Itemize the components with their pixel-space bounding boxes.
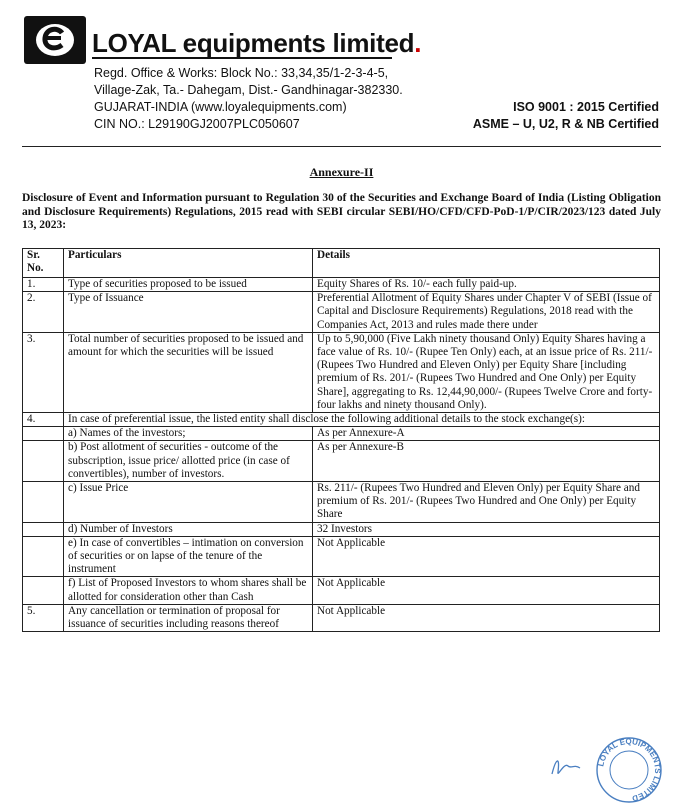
- row-particulars: f) List of Proposed Investors to whom shares shall be allotted for consideration other than Cash: [64, 577, 313, 604]
- row-particulars: Any cancellation or termination of proposal for issuance of securities including reasons thereof: [64, 604, 313, 631]
- address-line-1: Regd. Office & Works: Block No.: 33,34,35/1-2-3-4-5,: [94, 66, 389, 80]
- row-details: Up to 5,90,000 (Five Lakh ninety thousand Only) Equity Shares having a face value of Rs. 10/- (Rupee Ten Only) each, at an issue price of Rs. 211/- (Rupees Two Hundred and Eleven Only) per Equity Share [including premium of Rs. 201/- (Rupees Two Hundred and One Only) per Equity Share], aggregating to Rs. 12,44,90,000/- (Rupees Twelve Crore and forty-four lakhs and ninety thousand Only).: [313, 332, 660, 412]
- company-name-underline: [92, 57, 392, 59]
- row-sr: 4.: [23, 413, 64, 427]
- asme-certification: ASME – U, U2, R & NB Certified: [472, 117, 659, 131]
- row-details: As per Annexure-B: [313, 441, 660, 482]
- table-row: [23, 536, 660, 577]
- row-sr: 1.: [23, 278, 64, 292]
- header-sr-no: Sr. No.: [23, 249, 64, 278]
- disclosure-heading: Disclosure of Event and Information pursuant to Regulation 30 of the Securities and Exchange Board of India (Listing Obligation and Disclosure Requirements) Regulations, 2015 read with SEBI circular SEBI/HO/CFD/CFD-PoD-1/P/CIR/2023/123 dated July 13, 2023:: [22, 192, 661, 231]
- row-details: Not Applicable: [313, 536, 660, 577]
- disclosure-table: [22, 248, 660, 632]
- table-row: [23, 413, 660, 427]
- address-line-3: GUJARAT-INDIA (www.loyalequipments.com): [94, 100, 347, 114]
- table-row: [23, 441, 660, 482]
- address-line-2: Village-Zak, Ta.- Dahegam, Dist.- Gandhinagar-382330.: [94, 83, 403, 97]
- table-row: [23, 577, 660, 604]
- company-name-dot: .: [414, 28, 422, 58]
- company-stamp: [594, 735, 664, 805]
- row-particulars: b) Post allotment of securities - outcome of the subscription, issue price/ allotted price (in case of convertibles), number of investors.: [64, 441, 313, 482]
- header-details: Details: [313, 249, 660, 278]
- row-details: Not Applicable: [313, 604, 660, 631]
- row-sr: 2.: [23, 292, 64, 333]
- company-name: [92, 30, 421, 56]
- row-details: 32 Investors: [313, 522, 660, 536]
- row-details: Preferential Allotment of Equity Shares under Chapter V of SEBI (Issue of Capital and Disclosure Requirements) Regulations, 2018 read with the Companies Act, 2013 and rules made there under: [313, 292, 660, 333]
- row-sr: 3.: [23, 332, 64, 412]
- row-sr-empty: [23, 522, 64, 536]
- table-row: [23, 482, 660, 523]
- signature: [548, 752, 588, 782]
- row-particulars: a) Names of the investors;: [64, 427, 313, 441]
- table-row: [23, 427, 660, 441]
- stamp-text: LOYAL EQUIPMENTS LIMITED: [596, 736, 663, 803]
- table-header-row: [23, 249, 660, 278]
- company-name-text: LOYAL equipments limited: [92, 28, 415, 58]
- row-sr-empty: [23, 536, 64, 577]
- company-logo: [24, 16, 86, 64]
- row-particulars: Type of Issuance: [64, 292, 313, 333]
- cin-number: CIN NO.: L29190GJ2007PLC050607: [94, 117, 300, 131]
- iso-certification: ISO 9001 : 2015 Certified: [513, 100, 659, 114]
- row-particulars: e) In case of convertibles – intimation on conversion of securities or on lapse of the tenure of the instrument: [64, 536, 313, 577]
- row-details: Equity Shares of Rs. 10/- each fully paid-up.: [313, 278, 660, 292]
- row-particulars: c) Issue Price: [64, 482, 313, 523]
- row-sr: 5.: [23, 604, 64, 631]
- row-particulars: Total number of securities proposed to be issued and amount for which the securities will be issued: [64, 332, 313, 412]
- row-particulars: Type of securities proposed to be issued: [64, 278, 313, 292]
- table-row: [23, 332, 660, 412]
- row-particulars: d) Number of Investors: [64, 522, 313, 536]
- table-row: [23, 292, 660, 333]
- row-sr-empty: [23, 427, 64, 441]
- row-details: Rs. 211/- (Rupees Two Hundred and Eleven Only) per Equity Share and premium of Rs. 201/- (Rupees Two Hundred and One Only) per Equity Share: [313, 482, 660, 523]
- table-row: [23, 278, 660, 292]
- table-row: [23, 604, 660, 631]
- row-sr-empty: [23, 577, 64, 604]
- row-section-heading: In case of preferential issue, the listed entity shall disclose the following additional details to the stock exchange(s):: [64, 413, 660, 427]
- table-row: [23, 522, 660, 536]
- header-particulars: Particulars: [64, 249, 313, 278]
- row-details: Not Applicable: [313, 577, 660, 604]
- header-divider: [22, 146, 661, 147]
- row-sr-empty: [23, 441, 64, 482]
- row-sr-empty: [23, 482, 64, 523]
- row-details: As per Annexure-A: [313, 427, 660, 441]
- annexure-title: Annexure-II: [309, 165, 374, 179]
